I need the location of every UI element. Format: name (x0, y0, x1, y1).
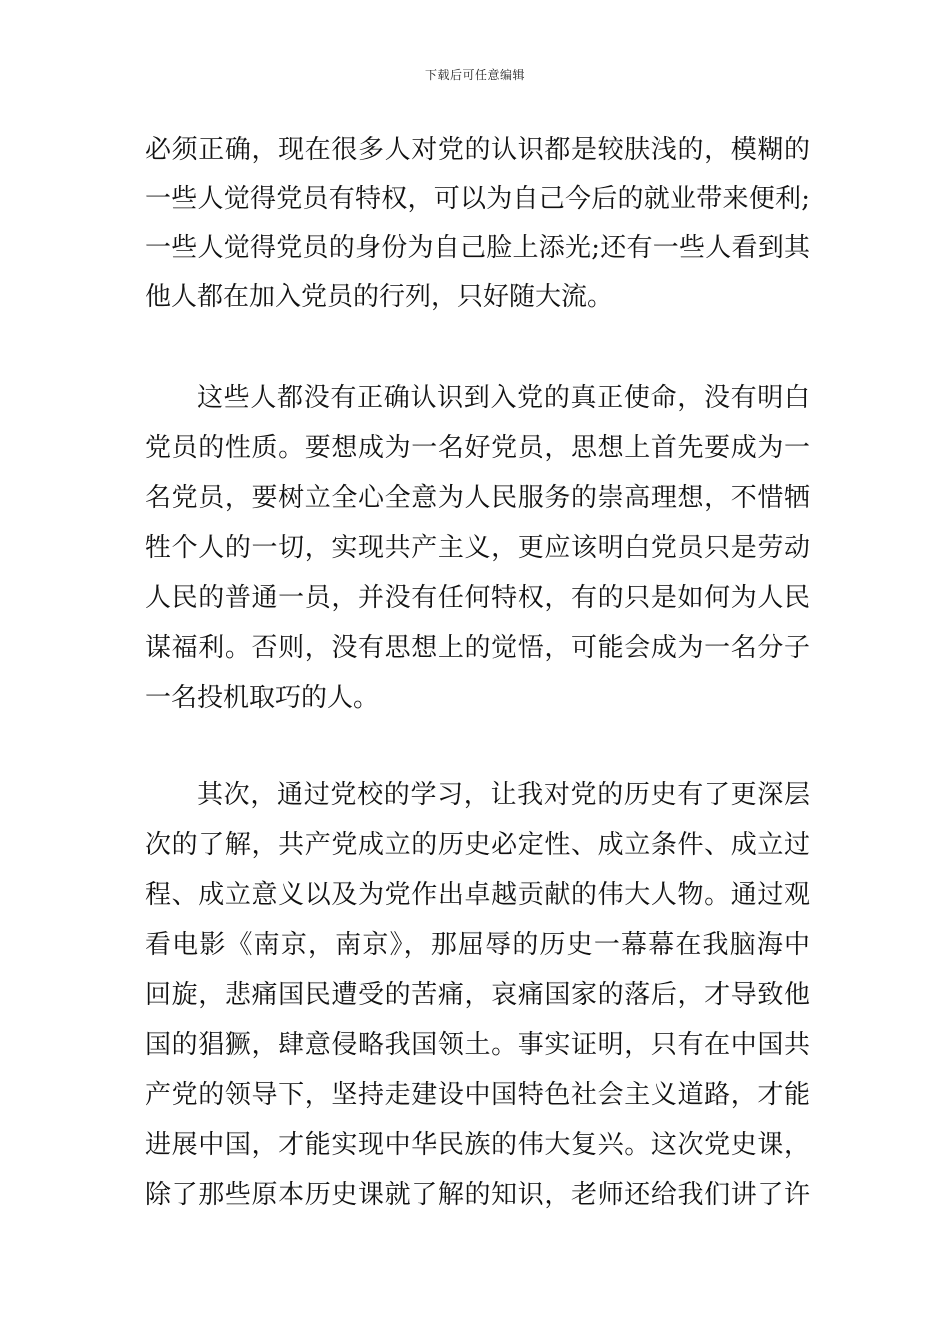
paragraph-2-line-6: 谋福利。否则，没有思想上的觉悟，可能会成为一名分子 (145, 633, 810, 663)
paragraph-1-line-4: 他人都在加入党员的行列，只好随大流。 (145, 282, 614, 312)
paragraph-1-line-2: 一些人觉得党员有特权，可以为自己今后的就业带来便利; (145, 184, 810, 214)
paragraph-2-line-4: 牲个人的一切，实现共产主义，更应该明白党员只是劳动 (145, 533, 810, 563)
page-header-note: 下载后可任意编辑 (424, 68, 525, 82)
paragraph-2-line-1: 这些人都没有正确认识到入党的真正使命，没有明白 (197, 383, 810, 413)
paragraph-3-line-1: 其次，通过党校的学习，让我对党的历史有了更深层 (197, 780, 810, 810)
paragraph-1-line-3: 一些人觉得党员的身份为自己脸上添光;还有一些人看到其 (145, 233, 810, 263)
paragraph-3-line-3: 程、成立意义以及为党作出卓越贡献的伟大人物。通过观 (145, 880, 810, 910)
paragraph-2-line-3: 名党员，要树立全心全意为人民服务的崇高理想，不惜牺 (145, 483, 810, 513)
paragraph-1-line-1: 必须正确，现在很多人对党的认识都是较肤浅的，模糊的 (145, 135, 810, 165)
paragraph-3-line-7: 产党的领导下，坚持走建设中国特色社会主义道路，才能 (145, 1080, 810, 1110)
paragraph-3-line-8: 进展中国，才能实现中华民族的伟大复兴。这次党史课， (145, 1130, 810, 1160)
paragraph-3-line-2: 次的了解，共产党成立的历史必定性、成立条件、成立过 (145, 830, 810, 860)
paragraph-3-line-4: 看电影《南京，南京》，那屈辱的历史一幕幕在我脑海中 (145, 930, 810, 960)
paragraph-3-line-9: 除了那些原本历史课就了解的知识，老师还给我们讲了许 (145, 1180, 810, 1210)
paragraph-3-line-5: 回旋，悲痛国民遭受的苦痛，哀痛国家的落后，才导致他 (145, 980, 810, 1010)
paragraph-2-line-5: 人民的普通一员，并没有任何特权，有的只是如何为人民 (145, 583, 810, 613)
paragraph-2-line-2: 党员的性质。要想成为一名好党员，思想上首先要成为一 (145, 433, 810, 463)
paragraph-3-line-6: 国的猖獗，肆意侵略我国领土。事实证明，只有在中国共 (145, 1030, 810, 1060)
paragraph-2-line-7: 一名投机取巧的人。 (145, 683, 380, 713)
